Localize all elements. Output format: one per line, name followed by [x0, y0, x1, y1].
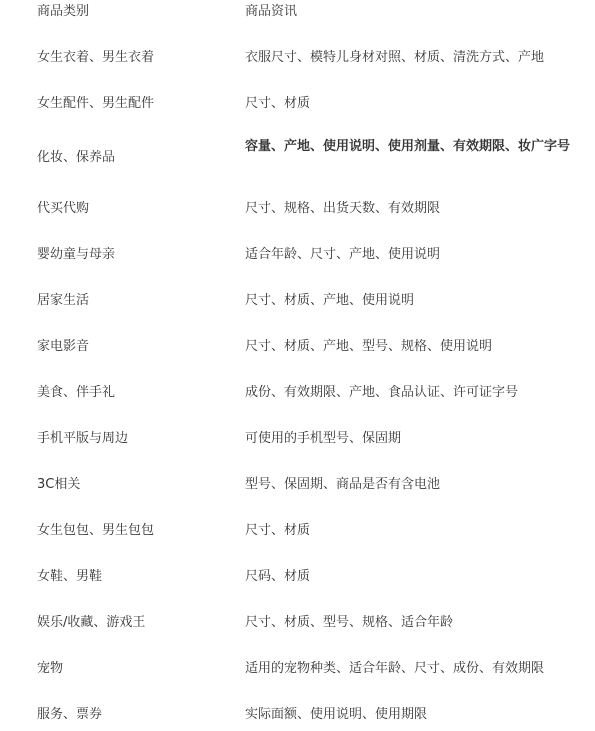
table-row	[0, 323, 595, 369]
row-category: 手机平版与周边	[37, 431, 129, 446]
table-row	[0, 277, 595, 323]
table-row	[0, 92, 595, 126]
row-category: 3C相关	[37, 477, 81, 492]
row-info: 衣服尺寸、模特儿身材对照、材质、清洗方式、产地	[245, 50, 545, 65]
row-category: 女鞋、男鞋	[37, 569, 103, 584]
header-category: 商品类别	[37, 4, 90, 19]
table-row	[0, 507, 595, 553]
row-info: 适合年龄、尺寸、产地、使用说明	[245, 247, 441, 262]
row-info: 实际面额、使用说明、使用期限	[245, 707, 428, 722]
row-category: 化妆、保养品	[37, 150, 116, 165]
row-category: 女生衣着、男生衣着	[37, 50, 155, 65]
row-category: 娱乐/收藏、游戏王	[37, 615, 146, 630]
table-row	[0, 231, 595, 277]
table-row	[0, 553, 595, 599]
table-row	[0, 185, 595, 231]
row-info: 尺寸、材质、型号、规格、适合年龄	[245, 615, 454, 630]
row-category: 家电影音	[37, 339, 90, 354]
row-info: 可使用的手机型号、保固期	[245, 431, 402, 446]
row-info: 容量、产地、使用说明、使用剂量、有效期限、妆广字号	[245, 139, 571, 154]
table-row	[0, 599, 595, 645]
table-row	[0, 126, 595, 185]
row-info: 尺寸、材质	[245, 96, 311, 111]
table-row	[0, 461, 595, 507]
row-category: 女生包包、男生包包	[37, 523, 155, 538]
row-info: 适用的宠物种类、适合年龄、尺寸、成份、有效期限	[245, 661, 545, 676]
table-row	[0, 691, 595, 731]
row-category: 婴幼童与母亲	[37, 247, 116, 262]
row-category: 居家生活	[37, 293, 90, 308]
row-info: 尺寸、材质	[245, 523, 311, 538]
header-info: 商品资讯	[245, 4, 298, 19]
table-row	[0, 46, 595, 92]
row-info: 成份、有效期限、产地、食品认证、许可证字号	[245, 385, 519, 400]
row-category: 服务、票券	[37, 707, 103, 722]
table-row	[0, 645, 595, 691]
row-info: 尺码、材质	[245, 569, 311, 584]
row-category: 代买代购	[37, 201, 90, 216]
row-info: 尺寸、材质、产地、型号、规格、使用说明	[245, 339, 493, 354]
row-info: 型号、保固期、商品是否有含电池	[245, 477, 441, 492]
table-header	[0, 0, 595, 46]
table-row	[0, 369, 595, 415]
row-category: 女生配件、男生配件	[37, 96, 155, 111]
row-info: 尺寸、规格、出货天数、有效期限	[245, 201, 441, 216]
row-info: 尺寸、材质、产地、使用说明	[245, 293, 415, 308]
row-category: 宠物	[37, 661, 64, 676]
table-row	[0, 415, 595, 461]
row-category: 美食、伴手礼	[37, 385, 116, 400]
